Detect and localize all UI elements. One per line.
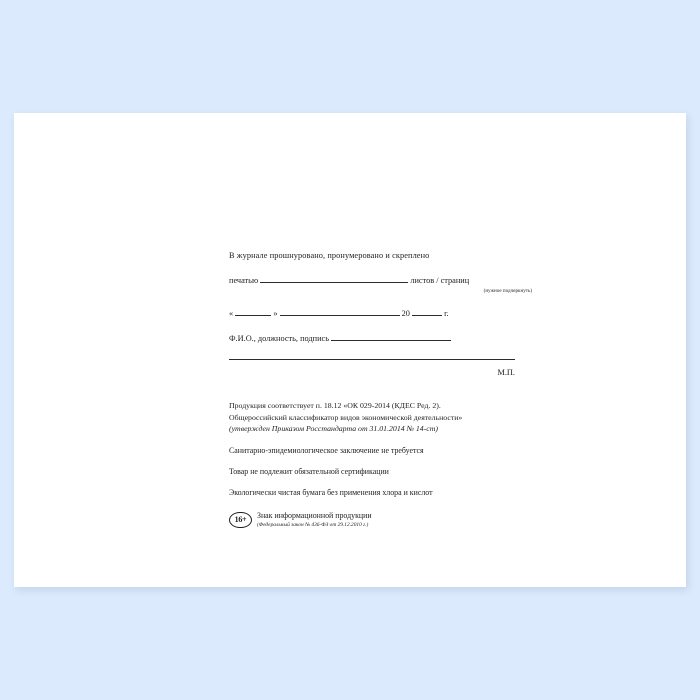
age-rating-badge: 16+ bbox=[229, 512, 252, 528]
month-field[interactable] bbox=[280, 307, 400, 316]
info-mark-block bbox=[229, 511, 579, 529]
info-mark-title: Знак информационной продукции bbox=[257, 510, 372, 520]
signature-label: Ф.И.О., должность, подпись bbox=[229, 334, 329, 344]
day-field[interactable] bbox=[235, 307, 271, 316]
certification-note: Товар не подлежит обязательной сертификации bbox=[229, 466, 389, 476]
quote-open: « bbox=[229, 309, 234, 319]
sheets-label: листов / страниц bbox=[410, 276, 470, 286]
document-page bbox=[14, 113, 686, 587]
sheets-count-field[interactable] bbox=[260, 274, 408, 283]
year-prefix: 20 bbox=[401, 309, 410, 319]
year-field[interactable] bbox=[412, 307, 442, 316]
compliance-line-1: Продукция соответствует п. 18.12 «ОК 029-2014 (КДЕС Ред. 2). bbox=[229, 401, 441, 411]
quote-close: » bbox=[273, 309, 278, 319]
seal-place-label: М.П. bbox=[497, 368, 515, 378]
sheets-count-row bbox=[229, 274, 579, 287]
strike-note: (нужное подчеркнуть) bbox=[483, 288, 532, 295]
journal-statement: В журнале прошнуровано, пронумеровано и скреплено bbox=[229, 251, 430, 260]
compliance-line-2: Общероссийский классификатор видов экономической деятельности» bbox=[229, 412, 463, 422]
signature-field[interactable] bbox=[331, 332, 451, 341]
signature-row bbox=[229, 332, 579, 345]
info-mark-law: (Федеральный закон № 436-ФЗ от 29.12.2010 г.) bbox=[257, 521, 369, 528]
document-content bbox=[229, 250, 579, 529]
seal-label: печатью bbox=[229, 276, 259, 286]
info-mark-text bbox=[257, 511, 372, 529]
journal-certification-block bbox=[229, 250, 579, 379]
compliance-line-3: (утвержден Приказом Росстандарта от 31.01.2014 № 14-ст) bbox=[229, 423, 438, 433]
date-row bbox=[229, 307, 579, 320]
signature-continuation-rule[interactable] bbox=[229, 358, 515, 360]
year-suffix: г. bbox=[444, 309, 449, 319]
sanitary-note: Санитарно-эпидемиологическое заключение не требуется bbox=[229, 445, 424, 455]
eco-note: Экологически чистая бумага без применения хлора и кислот bbox=[229, 487, 433, 497]
compliance-block bbox=[229, 400, 579, 433]
